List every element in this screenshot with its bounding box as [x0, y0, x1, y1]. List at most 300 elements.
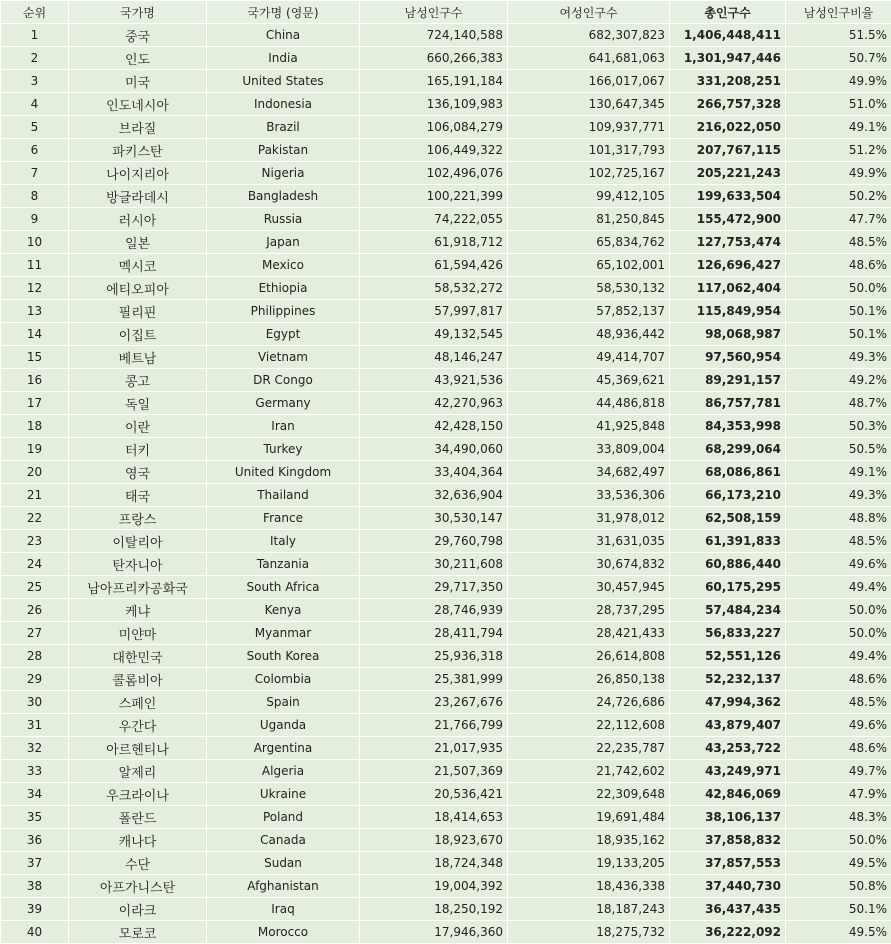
- cell-female: 65,834,762: [508, 231, 670, 254]
- cell-male-ratio: 49.6%: [786, 714, 891, 737]
- cell-male-ratio: 50.1%: [786, 323, 891, 346]
- cell-country-en: Turkey: [207, 438, 360, 461]
- cell-total: 68,086,861: [670, 461, 786, 484]
- cell-total: 84,353,998: [670, 415, 786, 438]
- cell-male: 18,414,653: [360, 806, 508, 829]
- cell-country-en: Brazil: [207, 116, 360, 139]
- cell-country-en: Iran: [207, 415, 360, 438]
- cell-country-en: Ukraine: [207, 783, 360, 806]
- cell-female: 22,112,608: [508, 714, 670, 737]
- cell-female: 26,850,138: [508, 668, 670, 691]
- cell-male-ratio: 50.5%: [786, 438, 891, 461]
- cell-female: 18,436,338: [508, 875, 670, 898]
- cell-country-kr: 프랑스: [69, 507, 207, 530]
- cell-rank: 21: [1, 484, 69, 507]
- cell-country-kr: 영국: [69, 461, 207, 484]
- cell-country-kr: 콜롬비아: [69, 668, 207, 691]
- table-row: [1, 93, 891, 116]
- header-male[interactable]: 남성인구수: [360, 1, 508, 24]
- cell-country-en: Sudan: [207, 852, 360, 875]
- cell-male: 29,760,798: [360, 530, 508, 553]
- cell-male-ratio: 50.2%: [786, 185, 891, 208]
- cell-rank: 31: [1, 714, 69, 737]
- cell-country-en: Nigeria: [207, 162, 360, 185]
- cell-country-kr: 인도: [69, 47, 207, 70]
- cell-total: 205,221,243: [670, 162, 786, 185]
- cell-female: 641,681,063: [508, 47, 670, 70]
- cell-male: 136,109,983: [360, 93, 508, 116]
- cell-male: 724,140,588: [360, 24, 508, 47]
- cell-country-en: United States: [207, 70, 360, 93]
- cell-country-en: Argentina: [207, 737, 360, 760]
- cell-total: 47,994,362: [670, 691, 786, 714]
- table-row: [1, 898, 891, 921]
- cell-male: 21,766,799: [360, 714, 508, 737]
- cell-male-ratio: 49.7%: [786, 760, 891, 783]
- cell-country-kr: 중국: [69, 24, 207, 47]
- cell-female: 22,309,648: [508, 783, 670, 806]
- table-row: [1, 668, 891, 691]
- table-row: [1, 323, 891, 346]
- cell-country-en: Iraq: [207, 898, 360, 921]
- cell-rank: 17: [1, 392, 69, 415]
- cell-female: 682,307,823: [508, 24, 670, 47]
- cell-female: 81,250,845: [508, 208, 670, 231]
- cell-male-ratio: 49.9%: [786, 162, 891, 185]
- cell-country-en: Poland: [207, 806, 360, 829]
- table-row: [1, 760, 891, 783]
- cell-female: 44,486,818: [508, 392, 670, 415]
- cell-country-en: India: [207, 47, 360, 70]
- cell-male: 30,211,608: [360, 553, 508, 576]
- table-row: [1, 530, 891, 553]
- table-row: [1, 645, 891, 668]
- table-row: [1, 47, 891, 70]
- cell-rank: 36: [1, 829, 69, 852]
- cell-male-ratio: 48.7%: [786, 392, 891, 415]
- cell-male: 18,724,348: [360, 852, 508, 875]
- cell-female: 166,017,067: [508, 70, 670, 93]
- cell-total: 126,696,427: [670, 254, 786, 277]
- table-row: [1, 139, 891, 162]
- cell-country-kr: 방글라데시: [69, 185, 207, 208]
- cell-male: 33,404,364: [360, 461, 508, 484]
- cell-rank: 26: [1, 599, 69, 622]
- cell-male-ratio: 50.1%: [786, 300, 891, 323]
- cell-total: 216,022,050: [670, 116, 786, 139]
- cell-male: 165,191,184: [360, 70, 508, 93]
- cell-female: 58,530,132: [508, 277, 670, 300]
- cell-male: 74,222,055: [360, 208, 508, 231]
- table-row: [1, 162, 891, 185]
- cell-country-en: Algeria: [207, 760, 360, 783]
- cell-total: 60,175,295: [670, 576, 786, 599]
- cell-male: 34,490,060: [360, 438, 508, 461]
- table-row: [1, 507, 891, 530]
- cell-country-kr: 콩고: [69, 369, 207, 392]
- cell-female: 19,691,484: [508, 806, 670, 829]
- cell-country-en: Italy: [207, 530, 360, 553]
- cell-country-en: Afghanistan: [207, 875, 360, 898]
- cell-male-ratio: 50.3%: [786, 415, 891, 438]
- cell-total: 61,391,833: [670, 530, 786, 553]
- cell-country-en: South Korea: [207, 645, 360, 668]
- cell-male-ratio: 50.1%: [786, 898, 891, 921]
- cell-total: 62,508,159: [670, 507, 786, 530]
- cell-country-en: China: [207, 24, 360, 47]
- cell-country-kr: 알제리: [69, 760, 207, 783]
- cell-rank: 3: [1, 70, 69, 93]
- cell-country-kr: 독일: [69, 392, 207, 415]
- header-rank[interactable]: 순위: [1, 1, 69, 24]
- cell-country-kr: 베트남: [69, 346, 207, 369]
- cell-total: 37,440,730: [670, 875, 786, 898]
- cell-female: 30,457,945: [508, 576, 670, 599]
- cell-country-kr: 남아프리카공화국: [69, 576, 207, 599]
- cell-rank: 19: [1, 438, 69, 461]
- table-row: [1, 208, 891, 231]
- cell-male-ratio: 49.1%: [786, 461, 891, 484]
- cell-total: 52,232,137: [670, 668, 786, 691]
- cell-country-en: Mexico: [207, 254, 360, 277]
- cell-total: 37,857,553: [670, 852, 786, 875]
- cell-male: 28,411,794: [360, 622, 508, 645]
- cell-rank: 18: [1, 415, 69, 438]
- cell-country-en: Morocco: [207, 921, 360, 944]
- table-row: [1, 415, 891, 438]
- cell-country-kr: 미얀마: [69, 622, 207, 645]
- cell-rank: 7: [1, 162, 69, 185]
- cell-male: 100,221,399: [360, 185, 508, 208]
- cell-male: 48,146,247: [360, 346, 508, 369]
- cell-country-kr: 태국: [69, 484, 207, 507]
- table-row: [1, 254, 891, 277]
- cell-total: 52,551,126: [670, 645, 786, 668]
- cell-male-ratio: 49.5%: [786, 852, 891, 875]
- cell-male: 18,923,670: [360, 829, 508, 852]
- cell-male: 29,717,350: [360, 576, 508, 599]
- cell-total: 98,068,987: [670, 323, 786, 346]
- cell-male: 25,936,318: [360, 645, 508, 668]
- cell-male: 28,746,939: [360, 599, 508, 622]
- cell-female: 57,852,137: [508, 300, 670, 323]
- cell-rank: 33: [1, 760, 69, 783]
- table-row: [1, 852, 891, 875]
- cell-country-kr: 캐나다: [69, 829, 207, 852]
- cell-male: 32,636,904: [360, 484, 508, 507]
- cell-male: 660,266,383: [360, 47, 508, 70]
- cell-country-kr: 스페인: [69, 691, 207, 714]
- cell-female: 45,369,621: [508, 369, 670, 392]
- cell-total: 60,886,440: [670, 553, 786, 576]
- table-row: [1, 576, 891, 599]
- cell-country-en: South Africa: [207, 576, 360, 599]
- cell-male: 61,594,426: [360, 254, 508, 277]
- header-total[interactable]: 총인구수: [670, 1, 786, 24]
- cell-country-kr: 우크라이나: [69, 783, 207, 806]
- cell-country-kr: 아프가니스탄: [69, 875, 207, 898]
- table-row: [1, 116, 891, 139]
- cell-country-en: Germany: [207, 392, 360, 415]
- cell-rank: 16: [1, 369, 69, 392]
- table-row: [1, 714, 891, 737]
- cell-total: 1,406,448,411: [670, 24, 786, 47]
- table-row: [1, 737, 891, 760]
- table-row: [1, 300, 891, 323]
- cell-country-kr: 브라질: [69, 116, 207, 139]
- cell-total: 199,633,504: [670, 185, 786, 208]
- cell-male-ratio: 49.2%: [786, 369, 891, 392]
- cell-country-en: Russia: [207, 208, 360, 231]
- cell-female: 24,726,686: [508, 691, 670, 714]
- cell-male: 61,918,712: [360, 231, 508, 254]
- cell-country-kr: 미국: [69, 70, 207, 93]
- cell-country-en: France: [207, 507, 360, 530]
- cell-rank: 12: [1, 277, 69, 300]
- cell-male: 42,270,963: [360, 392, 508, 415]
- cell-male-ratio: 48.6%: [786, 668, 891, 691]
- table-row: [1, 622, 891, 645]
- header-country-kr[interactable]: 국가명: [69, 1, 207, 24]
- cell-male: 30,530,147: [360, 507, 508, 530]
- cell-rank: 14: [1, 323, 69, 346]
- cell-total: 331,208,251: [670, 70, 786, 93]
- cell-male-ratio: 51.2%: [786, 139, 891, 162]
- cell-female: 31,978,012: [508, 507, 670, 530]
- cell-male: 21,507,369: [360, 760, 508, 783]
- cell-rank: 28: [1, 645, 69, 668]
- cell-female: 21,742,602: [508, 760, 670, 783]
- cell-female: 109,937,771: [508, 116, 670, 139]
- cell-total: 1,301,947,446: [670, 47, 786, 70]
- cell-country-en: United Kingdom: [207, 461, 360, 484]
- cell-female: 34,682,497: [508, 461, 670, 484]
- cell-country-en: Egypt: [207, 323, 360, 346]
- cell-male-ratio: 48.6%: [786, 737, 891, 760]
- cell-total: 36,222,092: [670, 921, 786, 944]
- cell-female: 28,737,295: [508, 599, 670, 622]
- cell-total: 56,833,227: [670, 622, 786, 645]
- cell-total: 266,757,328: [670, 93, 786, 116]
- cell-male-ratio: 47.9%: [786, 783, 891, 806]
- cell-rank: 6: [1, 139, 69, 162]
- cell-female: 26,614,808: [508, 645, 670, 668]
- table-row: [1, 599, 891, 622]
- cell-rank: 25: [1, 576, 69, 599]
- cell-country-kr: 이라크: [69, 898, 207, 921]
- cell-country-en: Bangladesh: [207, 185, 360, 208]
- cell-country-en: Tanzania: [207, 553, 360, 576]
- cell-country-kr: 아르헨티나: [69, 737, 207, 760]
- cell-rank: 30: [1, 691, 69, 714]
- cell-country-kr: 러시아: [69, 208, 207, 231]
- cell-male: 19,004,392: [360, 875, 508, 898]
- table-row: [1, 185, 891, 208]
- cell-male-ratio: 50.0%: [786, 622, 891, 645]
- cell-female: 31,631,035: [508, 530, 670, 553]
- cell-country-kr: 대한민국: [69, 645, 207, 668]
- cell-country-en: Ethiopia: [207, 277, 360, 300]
- cell-female: 99,412,105: [508, 185, 670, 208]
- table-row: [1, 369, 891, 392]
- cell-country-kr: 멕시코: [69, 254, 207, 277]
- cell-female: 130,647,345: [508, 93, 670, 116]
- cell-male: 18,250,192: [360, 898, 508, 921]
- cell-total: 38,106,137: [670, 806, 786, 829]
- cell-country-kr: 인도네시아: [69, 93, 207, 116]
- cell-country-kr: 모로코: [69, 921, 207, 944]
- cell-male: 106,449,322: [360, 139, 508, 162]
- cell-male-ratio: 48.6%: [786, 254, 891, 277]
- cell-total: 66,173,210: [670, 484, 786, 507]
- cell-female: 30,674,832: [508, 553, 670, 576]
- cell-total: 43,879,407: [670, 714, 786, 737]
- cell-male: 42,428,150: [360, 415, 508, 438]
- table-row: [1, 231, 891, 254]
- cell-total: 115,849,954: [670, 300, 786, 323]
- cell-male-ratio: 51.0%: [786, 93, 891, 116]
- cell-female: 18,187,243: [508, 898, 670, 921]
- cell-rank: 37: [1, 852, 69, 875]
- cell-male: 23,267,676: [360, 691, 508, 714]
- cell-total: 42,846,069: [670, 783, 786, 806]
- cell-female: 33,536,306: [508, 484, 670, 507]
- cell-rank: 1: [1, 24, 69, 47]
- cell-female: 48,936,442: [508, 323, 670, 346]
- cell-total: 86,757,781: [670, 392, 786, 415]
- cell-country-kr: 폴란드: [69, 806, 207, 829]
- cell-rank: 4: [1, 93, 69, 116]
- cell-male-ratio: 48.3%: [786, 806, 891, 829]
- cell-country-kr: 우간다: [69, 714, 207, 737]
- cell-male-ratio: 48.5%: [786, 691, 891, 714]
- header-row: [1, 1, 891, 24]
- table-row: [1, 553, 891, 576]
- table-row: [1, 783, 891, 806]
- cell-male-ratio: 50.7%: [786, 47, 891, 70]
- cell-rank: 13: [1, 300, 69, 323]
- cell-total: 57,484,234: [670, 599, 786, 622]
- cell-country-en: Japan: [207, 231, 360, 254]
- cell-rank: 40: [1, 921, 69, 944]
- cell-country-kr: 케냐: [69, 599, 207, 622]
- cell-total: 43,249,971: [670, 760, 786, 783]
- table-row: [1, 277, 891, 300]
- cell-total: 43,253,722: [670, 737, 786, 760]
- cell-female: 49,414,707: [508, 346, 670, 369]
- cell-country-en: Vietnam: [207, 346, 360, 369]
- cell-male-ratio: 49.6%: [786, 553, 891, 576]
- header-female[interactable]: 여성인구수: [508, 1, 670, 24]
- cell-female: 102,725,167: [508, 162, 670, 185]
- cell-male: 25,381,999: [360, 668, 508, 691]
- header-male-ratio[interactable]: 남성인구비율: [786, 1, 891, 24]
- cell-male-ratio: 51.5%: [786, 24, 891, 47]
- cell-female: 33,809,004: [508, 438, 670, 461]
- table-row: [1, 484, 891, 507]
- table-row: [1, 829, 891, 852]
- cell-male-ratio: 49.1%: [786, 116, 891, 139]
- cell-rank: 9: [1, 208, 69, 231]
- cell-male: 106,084,279: [360, 116, 508, 139]
- cell-rank: 8: [1, 185, 69, 208]
- cell-country-kr: 이탈리아: [69, 530, 207, 553]
- cell-rank: 29: [1, 668, 69, 691]
- cell-rank: 24: [1, 553, 69, 576]
- table-row: [1, 346, 891, 369]
- cell-male-ratio: 48.8%: [786, 507, 891, 530]
- cell-total: 37,858,832: [670, 829, 786, 852]
- cell-total: 117,062,404: [670, 277, 786, 300]
- cell-male: 58,532,272: [360, 277, 508, 300]
- cell-total: 155,472,900: [670, 208, 786, 231]
- cell-country-en: Philippines: [207, 300, 360, 323]
- cell-country-en: Myanmar: [207, 622, 360, 645]
- table-row: [1, 806, 891, 829]
- cell-male-ratio: 47.7%: [786, 208, 891, 231]
- table-row: [1, 70, 891, 93]
- cell-male: 57,997,817: [360, 300, 508, 323]
- cell-male: 17,946,360: [360, 921, 508, 944]
- cell-country-en: Indonesia: [207, 93, 360, 116]
- cell-rank: 23: [1, 530, 69, 553]
- table-row: [1, 691, 891, 714]
- cell-male-ratio: 49.9%: [786, 70, 891, 93]
- cell-male-ratio: 50.8%: [786, 875, 891, 898]
- table-row: [1, 438, 891, 461]
- cell-rank: 32: [1, 737, 69, 760]
- cell-country-kr: 수단: [69, 852, 207, 875]
- cell-male-ratio: 48.5%: [786, 231, 891, 254]
- cell-female: 28,421,433: [508, 622, 670, 645]
- cell-country-en: Thailand: [207, 484, 360, 507]
- cell-male-ratio: 49.5%: [786, 921, 891, 944]
- cell-male-ratio: 50.0%: [786, 277, 891, 300]
- table-row: [1, 875, 891, 898]
- cell-rank: 11: [1, 254, 69, 277]
- cell-country-kr: 일본: [69, 231, 207, 254]
- cell-total: 207,767,115: [670, 139, 786, 162]
- cell-female: 18,935,162: [508, 829, 670, 852]
- cell-country-en: Uganda: [207, 714, 360, 737]
- cell-male-ratio: 49.3%: [786, 346, 891, 369]
- cell-male-ratio: 49.4%: [786, 576, 891, 599]
- cell-country-kr: 이란: [69, 415, 207, 438]
- cell-rank: 15: [1, 346, 69, 369]
- cell-country-en: Pakistan: [207, 139, 360, 162]
- cell-male-ratio: 49.4%: [786, 645, 891, 668]
- cell-country-en: Colombia: [207, 668, 360, 691]
- cell-female: 19,133,205: [508, 852, 670, 875]
- cell-male-ratio: 49.3%: [786, 484, 891, 507]
- cell-rank: 38: [1, 875, 69, 898]
- cell-male: 20,536,421: [360, 783, 508, 806]
- cell-total: 68,299,064: [670, 438, 786, 461]
- cell-rank: 10: [1, 231, 69, 254]
- cell-rank: 39: [1, 898, 69, 921]
- cell-female: 41,925,848: [508, 415, 670, 438]
- table-row: [1, 24, 891, 47]
- cell-country-en: Kenya: [207, 599, 360, 622]
- table-row: [1, 392, 891, 415]
- header-country-en[interactable]: 국가명 (영문): [207, 1, 360, 24]
- cell-country-kr: 이집트: [69, 323, 207, 346]
- cell-male-ratio: 50.0%: [786, 599, 891, 622]
- cell-male: 102,496,076: [360, 162, 508, 185]
- cell-country-en: DR Congo: [207, 369, 360, 392]
- cell-total: 127,753,474: [670, 231, 786, 254]
- cell-country-kr: 나이지리아: [69, 162, 207, 185]
